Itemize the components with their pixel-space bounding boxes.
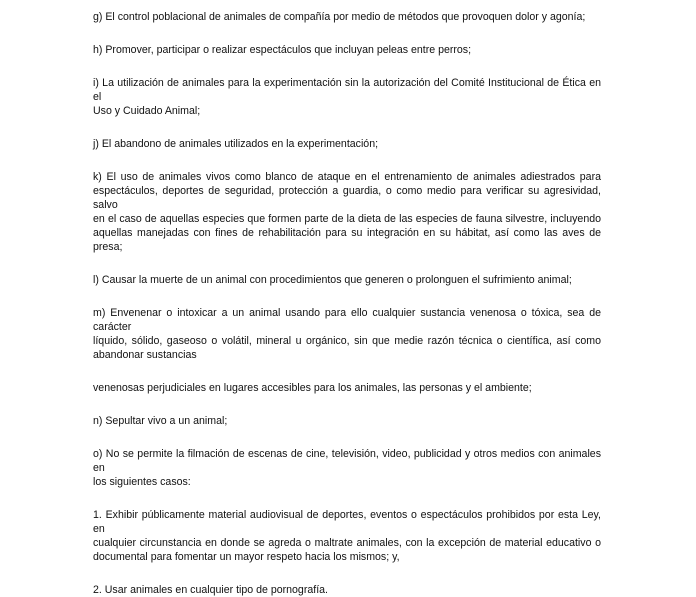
text-line: espectáculos, deportes de seguridad, protección a guardia, o como medio para verificar su agresividad, salvo — [93, 185, 601, 211]
text-line: n) Sepultar vivo a un animal; — [93, 415, 228, 427]
text-line: g) El control poblacional de animales de compañía por medio de métodos que provoquen dolor y agonía; — [93, 11, 586, 23]
paragraph-k — [93, 170, 601, 254]
document-page — [93, 10, 601, 597]
text-line: cualquier circunstancia en donde se agreda o maltrate animales, con la excepción de material educativo o — [93, 537, 601, 549]
paragraph-n — [93, 414, 601, 428]
paragraph-m-continued — [93, 381, 601, 395]
text-line: 2. Usar animales en cualquier tipo de pornografía. — [93, 584, 328, 596]
text-line: los siguientes casos: — [93, 476, 191, 488]
paragraph-h — [93, 43, 601, 57]
text-line: líquido, sólido, gaseoso o volátil, mineral u orgánico, sin que medie razón técnica o científica, así como — [93, 335, 601, 347]
text-line: aquellas manejadas con fines de rehabilitación para su integración en su hábitat, así como las aves de presa; — [93, 227, 601, 253]
text-line: h) Promover, participar o realizar espectáculos que incluyan peleas entre perros; — [93, 44, 472, 56]
text-line: venenosas perjudiciales en lugares accesibles para los animales, las personas y el ambiente; — [93, 382, 532, 394]
text-line: en el caso de aquellas especies que formen parte de la dieta de las especies de fauna silvestre, incluyendo — [93, 213, 601, 225]
text-line: j) El abandono de animales utilizados en la experimentación; — [93, 138, 379, 150]
text-line: documental para fomentar un mayor respeto hacia los mismos; y, — [93, 551, 400, 563]
text-line: o) No se permite la filmación de escenas de cine, televisión, video, publicidad y otros medios con animales en — [93, 448, 601, 474]
text-line: k) El uso de animales vivos como blanco de ataque en el entrenamiento de animales adiestrados para — [93, 171, 601, 183]
text-line: m) Envenenar o intoxicar a un animal usando para ello cualquier sustancia venenosa o tóxica, sea de carácter — [93, 307, 601, 333]
paragraph-m — [93, 306, 601, 362]
paragraph-g — [93, 10, 601, 24]
text-line: 1. Exhibir públicamente material audiovisual de deportes, eventos o espectáculos prohibidos por esta Ley, en — [93, 509, 601, 535]
paragraph-o-item-2 — [93, 583, 601, 597]
text-line: abandonar sustancias — [93, 349, 197, 361]
paragraph-l — [93, 273, 601, 287]
text-line: Uso y Cuidado Animal; — [93, 105, 201, 117]
text-line: l) Causar la muerte de un animal con procedimientos que generen o prolonguen el sufrimiento animal; — [93, 274, 572, 286]
paragraph-o — [93, 447, 601, 489]
paragraph-j — [93, 137, 601, 151]
paragraph-o-item-1 — [93, 508, 601, 564]
text-line: i) La utilización de animales para la experimentación sin la autorización del Comité Institucional de Ética en el — [93, 77, 601, 103]
paragraph-i — [93, 76, 601, 118]
